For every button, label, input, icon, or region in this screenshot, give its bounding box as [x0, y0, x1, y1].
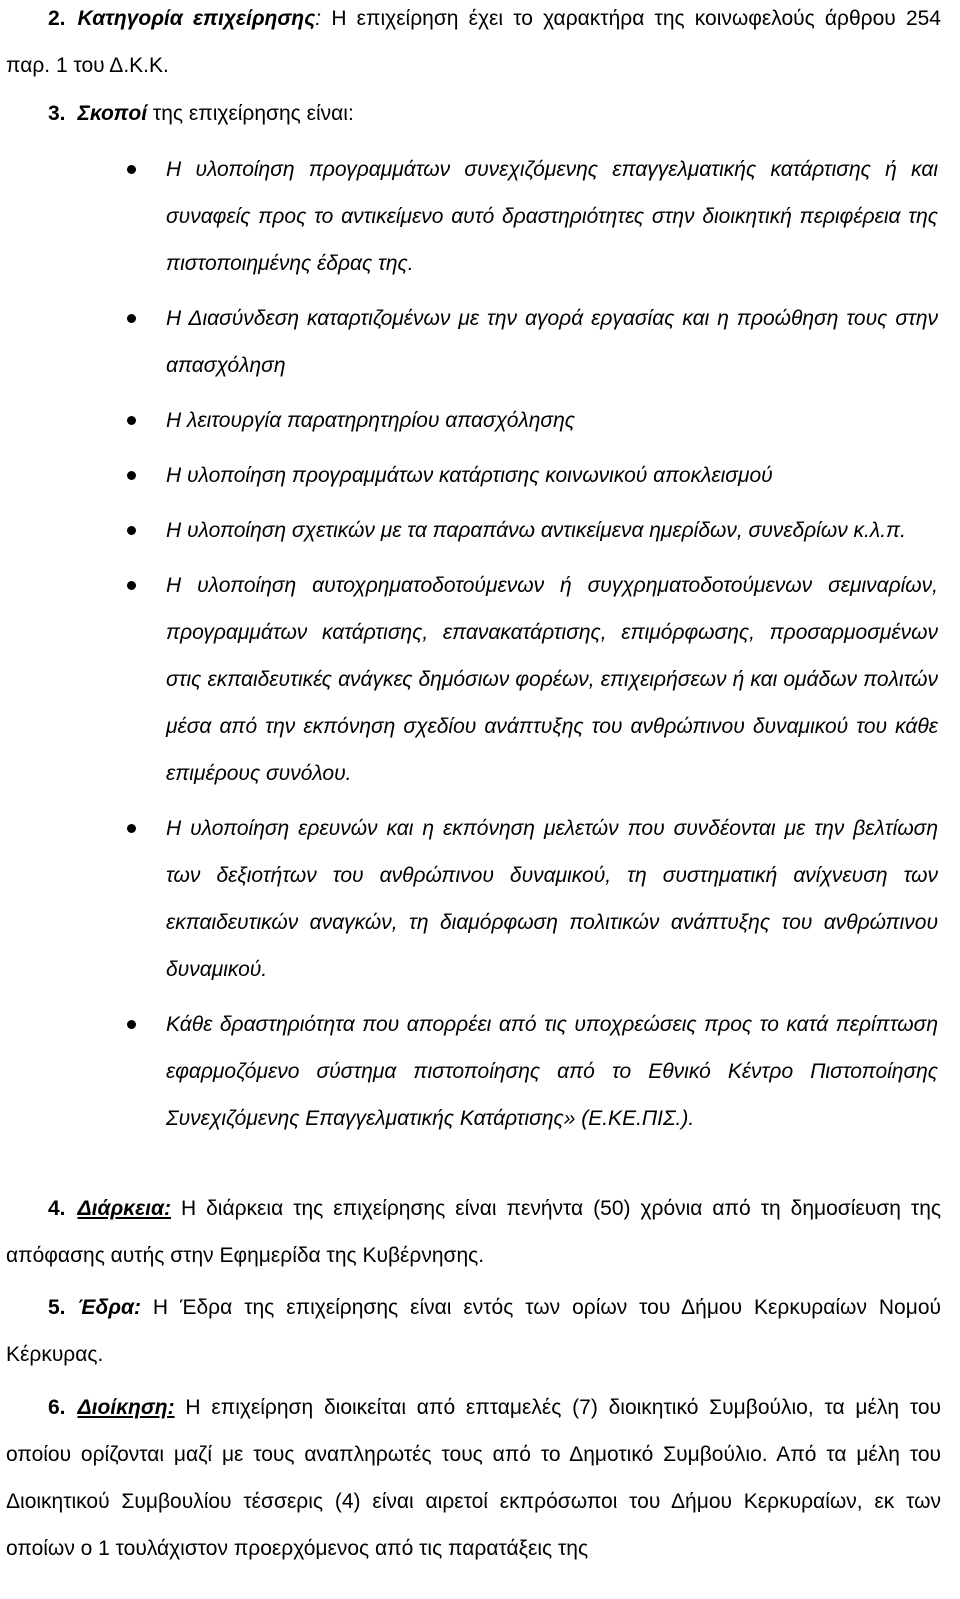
list-item [0, 146, 938, 287]
list-item-text: Η υλοποίηση ερευνών και η εκπόνηση μελετών που συνδέονται με την βελτίωση των δεξιοτήτων του ανθρώπινου δυναμικού, τη συστηματική ανίχνευση των εκπαιδευτικών αναγκών, τη διαμόρφωση πολιτικών ανάπτυξης του ανθρώπινου δυναμικού. [166, 817, 938, 981]
list-item-text: Κάθε δραστηριότητα που απορρέει από τις υποχρεώσεις προς το κατά περίπτωση εφαρμοζόμενο σύστημα πιστοποίησης από το Εθνικό Κέντρο Πιστοποίησης Συνεχιζόμενης Επαγγελματικής Κατάρτισης» (Ε.ΚΕ.ΠΙΣ.). [166, 1013, 938, 1130]
bullet-icon [127, 471, 136, 480]
bullet-icon [127, 824, 136, 833]
bullet-icon [127, 526, 136, 535]
section-term: Έδρα: [77, 1296, 141, 1319]
section-number: 2. [48, 7, 66, 30]
list-item [0, 295, 938, 389]
section-number: 5. [48, 1296, 66, 1319]
section-text: Η επιχείρηση έχει το χαρακτήρα της κοινωφελούς άρθρου 254 παρ. 1 του Δ.Κ.Κ. [6, 7, 941, 77]
section-term: Διοίκηση: [77, 1396, 175, 1419]
bullet-icon [127, 416, 136, 425]
list-item [0, 452, 938, 499]
section-term: Διάρκεια: [77, 1197, 171, 1220]
bullet-icon [127, 314, 136, 323]
section-number: 6. [48, 1396, 66, 1419]
list-item-text: Η λειτουργία παρατηρητηρίου απασχόλησης [166, 409, 575, 432]
section-3-heading [6, 90, 941, 137]
section-text: της επιχείρησης είναι: [147, 102, 354, 125]
bullet-icon [127, 581, 136, 590]
section-2-paragraph [6, 0, 941, 89]
list-item [0, 1001, 938, 1142]
list-item [0, 397, 938, 444]
objectives-list [0, 146, 960, 1142]
section-number: 3. [48, 102, 66, 125]
list-item-text: Η υλοποίηση προγραμμάτων κατάρτισης κοινωνικού αποκλεισμού [166, 464, 773, 487]
section-text: Η διάρκεια της επιχείρησης είναι πενήντα (50) χρόνια από τη δημοσίευση της απόφασης αυτής στην Εφημερίδα της Κυβέρνησης. [6, 1197, 941, 1267]
section-6-paragraph [6, 1384, 941, 1572]
section-text: Η επιχείρηση διοικείται από επταμελές (7) διοικητικό Συμβούλιο, τα μέλη του οποίου ορίζονται μαζί με τους αναπληρωτές τους από το Δημοτικό Συμβούλιο. Από τα μέλη του Διοικητικού Συμβουλίου τέσσερις (4) είναι αιρετοί εκπρόσωποι του Δήμου Κερκυραίων, εκ των οποίων ο 1 τουλάχιστον προερχόμενος από τις παρατάξεις της [6, 1396, 941, 1560]
section-text: Η Έδρα της επιχείρησης είναι εντός των ορίων του Δήμου Κερκυραίων Νομού Κέρκυρας. [6, 1296, 941, 1366]
section-4-paragraph [6, 1185, 941, 1279]
bullet-icon [127, 165, 136, 174]
list-item-text: Η υλοποίηση αυτοχρηματοδοτούμενων ή συγχρηματοδοτούμενων σεμιναρίων, προγραμμάτων κατάρτισης, επανακατάρτισης, επιμόρφωσης, προσαρμοσμένων στις εκπαιδευτικές ανάγκες δημόσιων φορέων, επιχειρήσεων ή και ομάδων πολιτών μέσα από την εκπόνηση σχεδίου ανάπτυξης του ανθρώπινου δυναμικού του κάθε επιμέρους συνόλου. [166, 574, 938, 785]
section-number: 4. [48, 1197, 66, 1220]
section-5-paragraph [6, 1284, 941, 1378]
section-term: Σκοποί [77, 102, 148, 125]
bullet-icon [127, 1020, 136, 1029]
section-term: Κατηγορία επιχείρησης [77, 7, 316, 30]
list-item-text: Η υλοποίηση προγραμμάτων συνεχιζόμενης επαγγελματικής κατάρτισης ή και συναφείς προς το αντικείμενο αυτό δραστηριότητες στην διοικητική περιφέρεια της πιστοποιημένης έδρας της. [166, 158, 938, 275]
list-item-text: Η Διασύνδεση καταρτιζομένων με την αγορά εργασίας και η προώθηση τους στην απασχόληση [166, 307, 938, 377]
list-item [0, 805, 938, 993]
list-item [0, 507, 938, 554]
section-colon: : [315, 7, 322, 30]
list-item [0, 562, 938, 797]
list-item-text: Η υλοποίηση σχετικών με τα παραπάνω αντικείμενα ημερίδων, συνεδρίων κ.λ.π. [166, 519, 906, 542]
